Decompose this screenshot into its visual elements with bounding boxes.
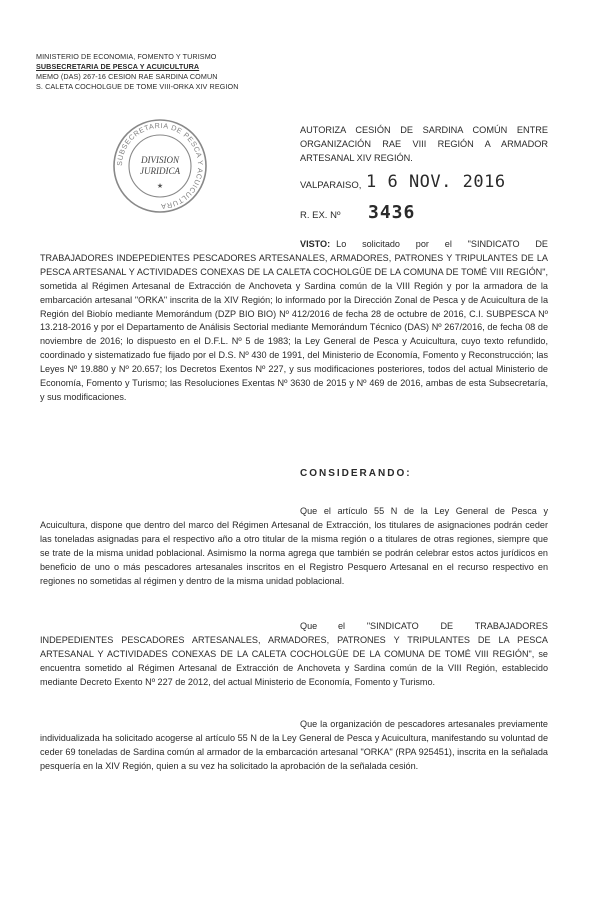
considerando-3-text: Que la organización de pescadores artesanales previamente individualizada ha solicitado acogerse al artículo 55 N de la Ley General de Pesca y Acuicultura, manifestando su voluntad de ceder 69 toneladas de Sardina común al armador de la embarcación artesanal "ORKA" (RPA 925451), inscrita en la señalada pesquería en la XIV Región, quien a su vez ha solicitado la aprobación de la señalada cesión.: [40, 719, 548, 771]
ministry-name: MINISTERIO DE ECONOMIA, FOMENTO Y TURISMO: [36, 52, 217, 61]
resolution-date: 1 6 NOV. 2016: [366, 172, 506, 192]
letterhead: [36, 52, 276, 92]
considerando-paragraph-1: [40, 505, 548, 588]
memo-reference: MEMO (DAS) 267-16 CESION RAE SARDINA COMUN: [36, 72, 218, 81]
rex-number: 3436: [368, 202, 416, 223]
considerando-1-text: Que el artículo 55 N de la Ley General de Pesca y Acuicultura, dispone que dentro del marco del Régimen Artesanal de Extracción, los titulares de asignaciones podrán ceder las toneladas asignadas para el respectivo año a otro titular de la misma región o a titulares de otras regiones, siempre que se trate de la misma unidad poblacional. Asimismo la norma agrega que también se podrán celebrar estos actos jurídicos en beneficio de uno o más pescadores artesanales inscritos en el Registro Pesquero Artesanal en el recurso respectivo en regiones no sometidas al régimen y dentro de la misma unidad poblacional.: [40, 506, 548, 586]
resolution-subject: AUTORIZA CESIÓN DE SARDINA COMÚN ENTRE ORGANIZACIÓN RAE VIII REGIÓN A ARMADOR ARTESANAL XIV REGIÓN.: [300, 125, 548, 163]
division-juridica-stamp: [110, 116, 210, 216]
considerando-2-que: Que: [300, 621, 318, 631]
visto-text: Lo solicitado por el "SINDICATO DE TRABAJADORES INDEPEDIENTES PESCADORES ARTESANALES, ARMADORES, PATRONES Y TRIPULANTES DE LA PESCA ARTESANAL Y ACTIVIDADES CONEXAS DE LA CALETA COCHOLGÜE DE LA COMUNA DE TOMÉ VIII REGIÓN", sometida al Régimen Artesanal de Extracción de Anchoveta y Sardina común de la VIII Región y por la armadora de la embarcación artesanal "ORKA" inscrita de la XIV Región; lo informado por la Dirección Zonal de Pesca y de Acuicultura de la Región del Biobío mediante Memorándum (DZP BIO BIO) Nº 412/2016 de fecha 28 de octubre de 2016, C.I. SUBPESCA Nº 13.218-2016 y por el Departamento de Análisis Sectorial mediante Memorándum Técnico (DAS) Nº 267/2016, de fecha 08 de noviembre de 2016; lo dispuesto en el D.F.L. Nº 5 de 1983; la Ley General de Pesca y Acuicultura, cuyo texto refundido, coordinado y sistematizado fue fijado por el D.S. Nº 430 de 1991, del Ministerio de Economía, Fomento y Reconstrucción; las Leyes Nº 19.880 y Nº 20.657; los Decretos Exentos Nº 227, y sus modificaciones posteriores, todos del actual Ministerio de Economía, Fomento y Turismo; las Resoluciones Exentas Nº 3630 de 2015 y Nº 469 de 2016, ambas de esta Subsecretaría, y sus modificaciones.: [40, 239, 548, 402]
stamp-center-line1: DIVISION: [141, 155, 179, 165]
case-reference: S. CALETA COCHOLGUE DE TOME VIII-ORKA XIV REGION: [36, 82, 239, 91]
considerando-paragraph-3: [40, 718, 548, 774]
considerando-2-text: el "SINDICATO DE TRABAJADORES INDEPEDIENTES PESCADORES ARTESANALES, ARMADORES, PATRONES Y TRIPULANTES DE LA PESCA ARTESANAL Y ACTIVIDADES CONEXAS DE LA CALETA COCHOLGÜE DE LA COMUNA DE TOMÉ VIII REGIÓN", se encuentra sometido al Régimen Artesanal de Extracción de Anchoveta y Sardina común de la VIII Región, establecido mediante Decreto Exento Nº 227 de 2012, del actual Ministerio de Economía, Fomento y Turismo.: [40, 621, 548, 687]
visto-label: VISTO:: [300, 239, 331, 249]
stamp-center-line2: JURIDICA: [140, 166, 180, 176]
star-icon: ★: [156, 183, 164, 190]
rex-label: R. EX. Nº: [300, 210, 341, 221]
visto-paragraph: [40, 238, 548, 405]
place-label: VALPARAISO,: [300, 180, 362, 191]
stamp-ring-text: SUBSECRETARIA DE PESCA Y ACUICULTURA: [114, 120, 206, 212]
subsecretaria-name: SUBSECRETARIA DE PESCA Y ACUICULTURA: [36, 62, 200, 71]
considerando-heading: CONSIDERANDO:: [300, 468, 412, 479]
considerando-paragraph-2: [40, 620, 548, 690]
stamp-graphic: [110, 116, 210, 216]
